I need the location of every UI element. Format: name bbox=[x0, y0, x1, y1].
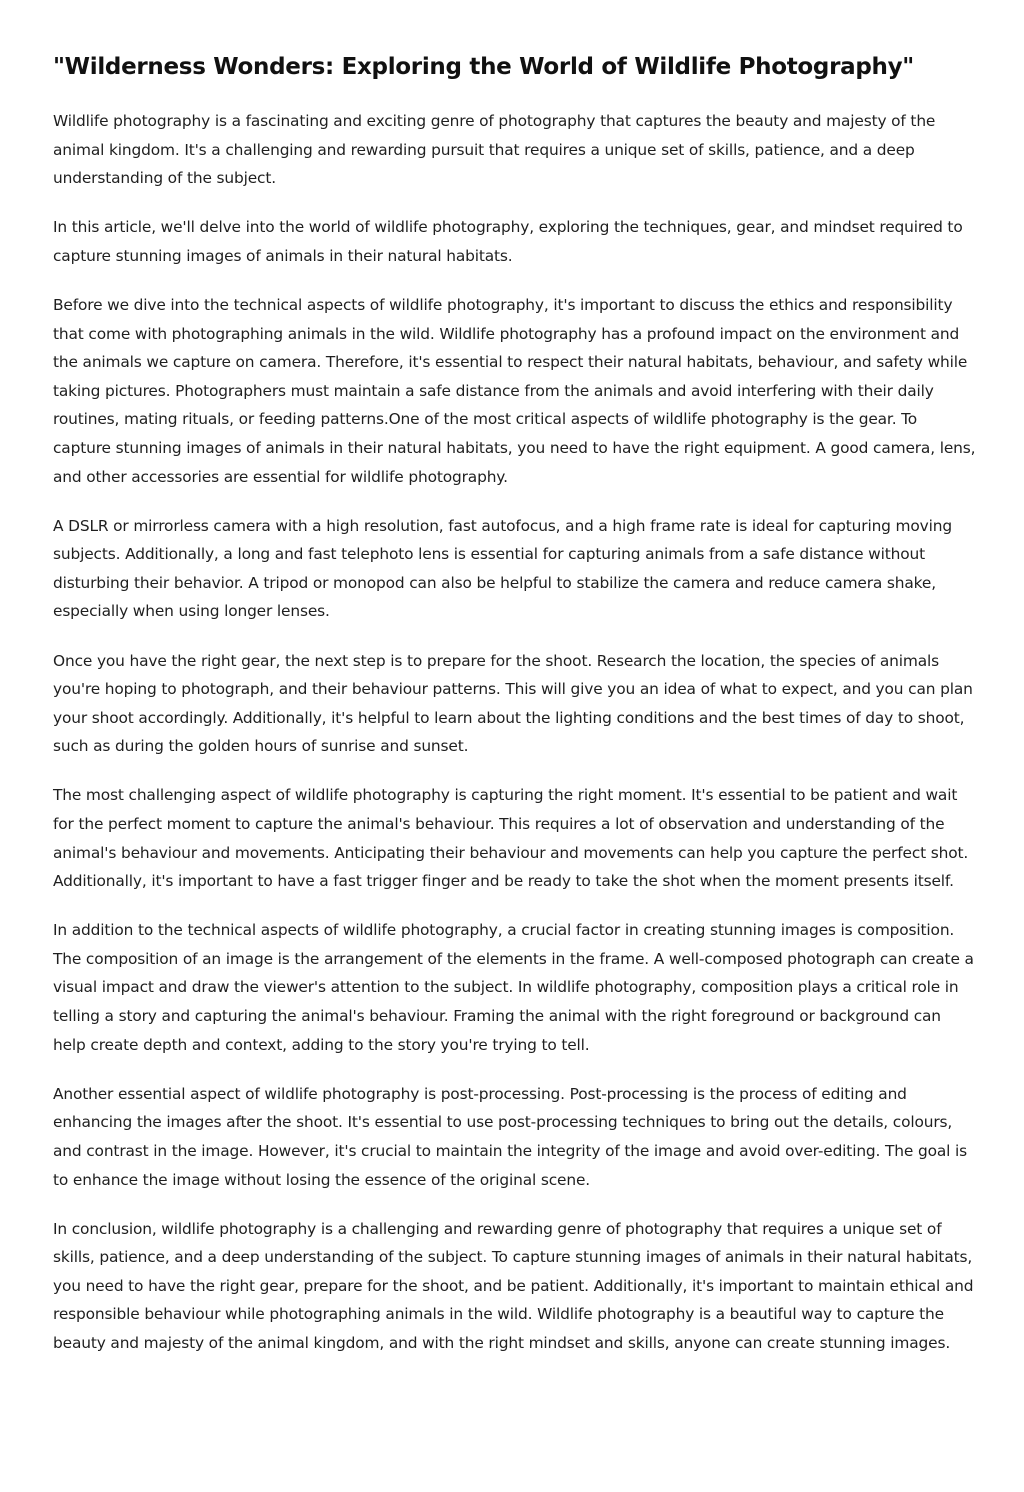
article-title: "Wilderness Wonders: Exploring the World of Wildlife Photography" bbox=[53, 54, 914, 80]
paragraph-preparation: Once you have the right gear, the next step is to prepare for the shoot. Research the location, the species of animals you're hoping to photograph, and their behaviour patterns. This will give you an idea of what to expect, and you can plan your shoot accordingly. Additionally, it's helpful to learn about the lighting conditions and the best times of day to shoot, such as during the golden hours of sunrise and sunset. bbox=[53, 651, 973, 756]
paragraph-conclusion: In conclusion, wildlife photography is a challenging and rewarding genre of photography that requires a unique set of skills, patience, and a deep understanding of the subject. To capture stunning images of animals in their natural habitats, you need to have the right gear, prepare for the shoot, and be patient. Additionally, it's important to maintain ethical and responsible behaviour while photographing animals in the wild. Wildlife photography is a beautiful way to capture the beauty and majesty of the animal kingdom, and with the right mindset and skills, anyone can create stunning images. bbox=[53, 1219, 974, 1352]
paragraph-intro: Wildlife photography is a fascinating and exciting genre of photography that captures the beauty and majesty of the animal kingdom. It's a challenging and rewarding pursuit that requires a unique set of skills, patience, and a deep understanding of the subject. bbox=[53, 112, 936, 188]
paragraph-ethics-gear: Before we dive into the technical aspects of wildlife photography, it's important to discuss the ethics and responsibility that come with photographing animals in the wild. Wildlife photography has a profound impact on the environment and the animals we capture on camera. Therefore, it's essential to respect their natural habitats, behaviour, and safety while taking pictures. Photographers must maintain a safe distance from the animals and avoid interfering with their daily routines, mating rituals, or feeding patterns.One of the most critical aspects of wildlife photography is the gear. To capture stunning images of animals in their natural habitats, you need to have the right equipment. A good camera, lens, and other accessories are essential for wildlife photography. bbox=[53, 295, 976, 486]
paragraph-post-processing: Another essential aspect of wildlife photography is post-processing. Post-processing is the process of editing and enhancing the images after the shoot. It's essential to use post-processing techniques to bring out the details, colours, and contrast in the image. However, it's crucial to maintain the integrity of the image and avoid over-editing. The goal is to enhance the image without losing the essence of the original scene. bbox=[53, 1084, 967, 1189]
paragraph-camera: A DSLR or mirrorless camera with a high resolution, fast autofocus, and a high frame rate is ideal for capturing moving subjects. Additionally, a long and fast telephoto lens is essential for capturing animals from a safe distance without disturbing their behavior. A tripod or monopod can also be helpful to stabilize the camera and reduce camera shake, especially when using longer lenses. bbox=[53, 516, 952, 621]
paragraph-composition: In addition to the technical aspects of wildlife photography, a crucial factor in creating stunning images is composition. The composition of an image is the arrangement of the elements in the frame. A well-composed photograph can create a visual impact and draw the viewer's attention to the subject. In wildlife photography, composition plays a critical role in telling a story and capturing the animal's behaviour. Framing the animal with the right foreground or background can help create depth and context, adding to the story you're trying to tell. bbox=[53, 921, 974, 1054]
paragraph-moment: The most challenging aspect of wildlife photography is capturing the right moment. It's essential to be patient and wait for the perfect moment to capture the animal's behaviour. This requires a lot of observation and understanding of the animal's behaviour and movements. Anticipating their behaviour and movements can help you capture the perfect shot. Additionally, it's important to have a fast trigger finger and be ready to take the shot when the moment presents itself. bbox=[53, 786, 969, 891]
article bbox=[53, 50, 977, 1378]
paragraph-overview: In this article, we'll delve into the world of wildlife photography, exploring the techniques, gear, and mindset required to capture stunning images of animals in their natural habitats. bbox=[53, 218, 963, 265]
